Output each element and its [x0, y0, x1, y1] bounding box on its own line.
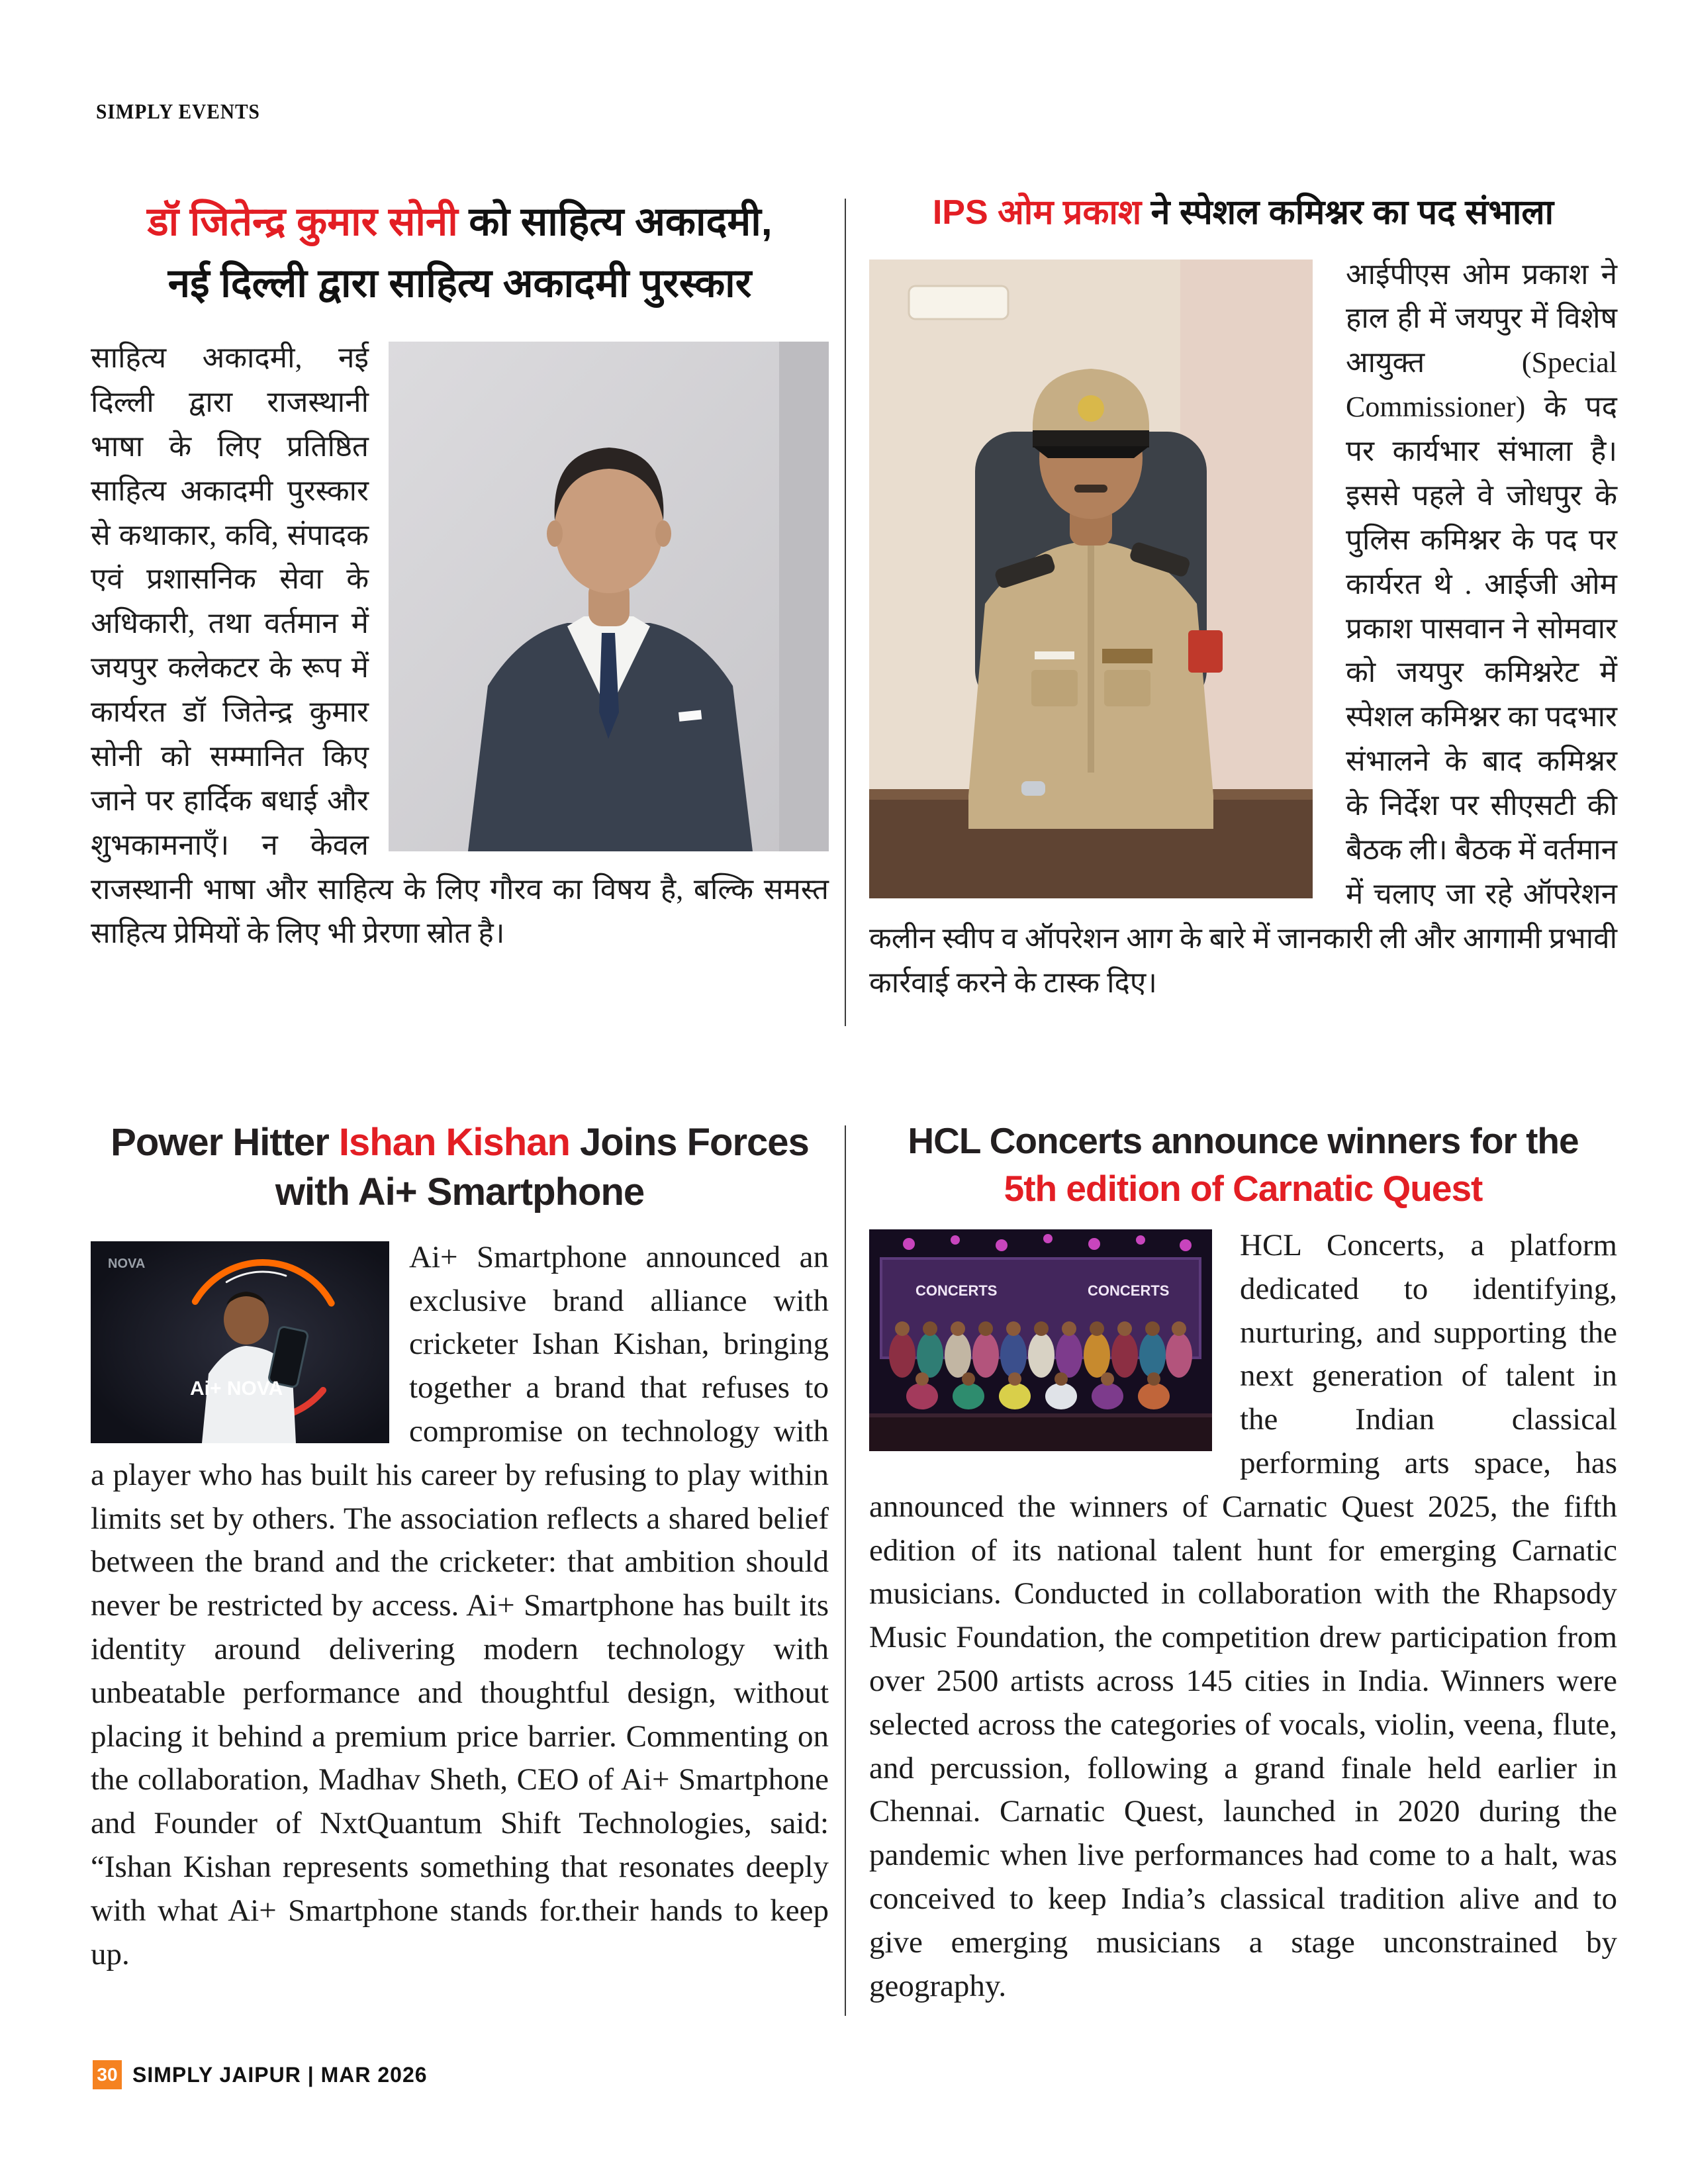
concerts-signage-left: CONCERTS [915, 1282, 998, 1299]
article-ishan-body-text: Ai+ Smartphone announced an exclusive brand alliance with cricketer Ishan Kishan, bringing together a brand that refuses to compromise on technology with a player who has built his career by refusing to play within limits set by others. The association reflects a shared belief between the brand and the cricketer: that ambition should never be restricted by access. Ai+ Smartphone has built its identity around delivering modern technology with unbeatable performance and thoughtful design, without placing it behind a premium price barrier. Commenting on the collaboration, Madhav Sheth, CEO of Ai+ Smartphone and Founder of NxtQuantum Shift Technologies, said: “Ishan Kishan represents something that resonates deeply with what Ai+ Smartphone stands for.their hands to keep up. [91, 1239, 829, 1971]
article-ishan-title-post: Joins Forces [569, 1121, 809, 1164]
article-ips-title-name: IPS ओम प्रकाश [932, 193, 1142, 232]
footer-label: SIMPLY JAIPUR | MAR 2026 [132, 2062, 428, 2087]
article-hcl [869, 1117, 1617, 2008]
section-header: SIMPLY EVENTS [96, 99, 260, 123]
article-soni-title-line2: नई दिल्ली द्वारा साहित्य अकादमी पुरस्कार [167, 261, 752, 305]
article-ips-title [869, 191, 1617, 236]
article-ips-title-rest: ने स्पेशल कमिश्नर का पद संभाला [1141, 193, 1554, 232]
article-soni-title-name: डॉ जितेन्द्र कुमार सोनी [147, 199, 458, 244]
article-ishan-title-name: Ishan Kishan [338, 1121, 570, 1164]
concerts-signage-right: CONCERTS [1088, 1282, 1170, 1299]
carnatic-quest-group-photo [869, 1229, 1212, 1451]
article-soni-title [91, 191, 829, 314]
column-divider-top [845, 199, 846, 1026]
jitendra-soni-portrait-photo [389, 342, 829, 851]
article-ishan-title [91, 1117, 829, 1217]
article-hcl-title-line2: 5th edition of Carnatic Quest [1004, 1167, 1483, 1209]
page-footer [93, 2060, 428, 2089]
article-hcl-body-text: HCL Concerts, a platform dedicated to identifying, nurturing, and supporting the next generation of talent in the Indian classical performing arts space, has announced the winners of Carnatic Quest 2025, the fifth edition of its national talent hunt for emerging Carnatic musicians. Conducted in collaboration with the Rhapsody Music Foundation, the competition drew participation from over 2500 artists across 145 cities in India. Winners were selected across the categories of vocals, violin, veena, flute, and percussion, following a grand finale held earlier in Chennai. Carnatic Quest, launched in 2020 during the pandemic when live performances had come to a halt, was conceived to keep India’s classical tradition alive and to give emerging musicians a stage unconstrained by geography. [869, 1228, 1617, 2003]
article-ishan-title-line2: with Ai+ Smartphone [275, 1170, 645, 1214]
article-hcl-title [869, 1117, 1617, 1212]
article-soni [91, 191, 829, 956]
ai-plus-promo-image [91, 1241, 389, 1443]
om-prakash-officer-photo [869, 260, 1313, 898]
article-ips-body-text: आईपीएस ओम प्रकाश ने हाल ही में जयपुर में विशेष आयुक्त (Special Commissioner) के पद पर कार्यभार संभाला है। इससे पहले वे जोधपुर के पुलिस कमिश्नर के पद पर कार्यरत थे . आईजी ओम प्रकाश पासवान ने सोमवार को जयपुर कमिश्नरेट में स्पेशल कमिश्नर का पदभार संभालने के बाद कमिश्नर के निर्देश पर सीएसटी की बैठक ली। बैठक में वर्तमान में चलाए जा रहे ऑपरेशन कलीन स्वीप व ऑपरेशन आग के बारे में जानकारी ली और आगामी प्रभावी कार्रवाई करने के टास्क दिए। [869, 258, 1617, 999]
portrait-illustration [389, 342, 829, 851]
article-ishan-body-block [91, 1236, 829, 1977]
column-divider-bottom [845, 1125, 846, 2016]
promo-illustration [91, 1241, 389, 1443]
page-number-badge: 30 [93, 2060, 122, 2089]
article-hcl-title-line1: HCL Concerts announce winners for the [908, 1120, 1579, 1161]
article-hcl-body-block [869, 1224, 1617, 2008]
officer-illustration [869, 260, 1313, 898]
nova-corner-logo: NOVA [108, 1256, 146, 1271]
article-soni-body-block [91, 336, 829, 956]
article-ips [869, 191, 1617, 1005]
ai-nova-label: Ai+ NOVA [190, 1377, 283, 1400]
stage-illustration [869, 1229, 1212, 1451]
article-ishan [91, 1117, 829, 1976]
article-ips-body-block [869, 253, 1617, 1006]
article-soni-body-text: साहित्य अकादमी, नई दिल्ली द्वारा राजस्थानी भाषा के लिए प्रतिष्ठित साहित्य अकादमी पुरस्कार से कथाकार, कवि, संपादक एवं प्रशासनिक सेवा के अधिकारी, तथा वर्तमान में जयपुर कलेकटर के रूप में कार्यरत डॉ जितेन्द्र कुमार सोनी को सम्मानित किए जाने पर हार्दिक बधाई और शुभकामनाएँ। न केवल राजस्थानी भाषा और साहित्य के लिए गौरव का विषय है, बल्कि समस्त साहित्य प्रेमियों के लिए भी प्रेरणा स्रोत है। [91, 342, 829, 950]
article-soni-title-rest: को साहित्य अकादमी, [457, 199, 773, 244]
article-ishan-title-pre: Power Hitter [111, 1121, 339, 1164]
